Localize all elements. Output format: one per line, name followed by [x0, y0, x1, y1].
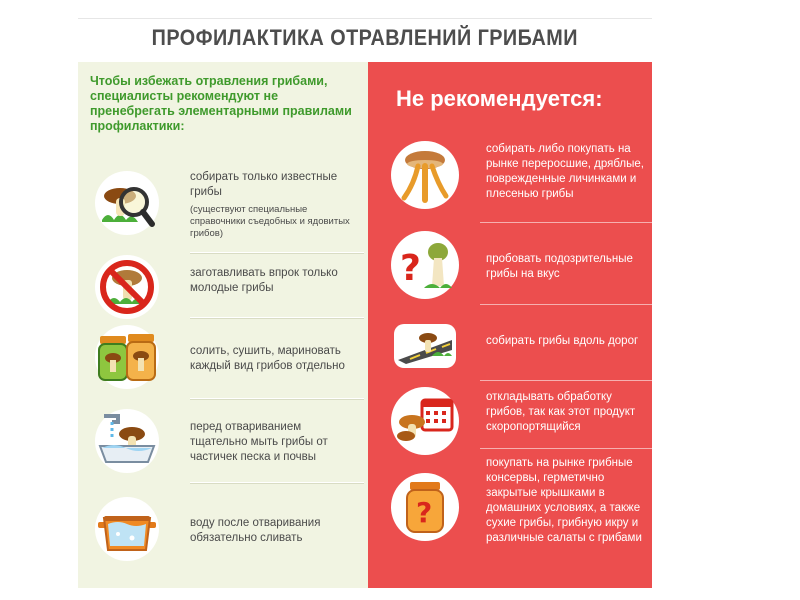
recommended-intro: Чтобы избежать отравления грибами, специалисты рекомендуют не пренебрегать элементарными правилами профилактики:: [90, 74, 352, 133]
not-recommended-heading: Не рекомендуется:: [396, 86, 603, 111]
recommended-text: собирать только известные грибы: [190, 171, 338, 198]
question-mushroom-icon: [390, 230, 460, 300]
magnifier-mushroom-icon: [94, 170, 160, 236]
question-jar-icon: [390, 472, 460, 542]
not-recommended-panel: [368, 62, 652, 588]
roadside-mushroom-icon: [390, 312, 460, 382]
recommended-text: перед отвариванием тщательно мыть грибы от частичек песка и почвы: [190, 421, 328, 463]
not-recommended-text: собирать либо покупать на рынке переросшие, дряблые, поврежденные личинками и плесенью грибы: [486, 143, 644, 200]
page-title: ПРОФИЛАКТИКА ОТРАВЛЕНИЙ ГРИБАМИ: [151, 25, 579, 50]
calendar-mushroom-icon: [390, 386, 460, 456]
title-bar: [78, 18, 652, 57]
divider: [480, 448, 652, 449]
divider: [190, 252, 364, 253]
recommended-text: воду после отваривания обязательно сливать: [190, 517, 321, 544]
divider: [480, 222, 652, 223]
svg-text:?: ?: [416, 496, 433, 529]
divider: [190, 317, 364, 318]
not-recommended-text: покупать на рынке грибные консервы, герметично закрытые крышками в домашних условиях, а также сухие грибы, грибную икру и различные салаты с грибами: [486, 457, 642, 544]
recommended-note: (существуют специальные справочники съедобных и ядовитых грибов): [190, 204, 350, 239]
recommended-text: солить, сушить, мариновать каждый вид грибов отдельно: [190, 345, 345, 372]
jars-icon: [94, 324, 160, 390]
divider: [190, 482, 364, 483]
recommended-panel: [78, 62, 368, 588]
not-recommended-text: откладывать обработку грибов, так как этот продукт скоропортящийся: [486, 391, 636, 433]
no-old-mushroom-icon: [94, 254, 160, 320]
washing-mushroom-icon: [94, 408, 160, 474]
recommended-text: заготавливать впрок только молодые грибы: [190, 267, 338, 294]
divider: [480, 304, 652, 305]
overgrown-mushroom-icon: [390, 140, 460, 210]
not-recommended-text: собирать грибы вдоль дорог: [486, 335, 639, 347]
pot-icon: [94, 496, 160, 562]
svg-text:?: ?: [400, 248, 421, 289]
divider: [190, 398, 364, 399]
not-recommended-text: пробовать подозрительные грибы на вкус: [486, 253, 633, 280]
divider: [480, 380, 652, 381]
